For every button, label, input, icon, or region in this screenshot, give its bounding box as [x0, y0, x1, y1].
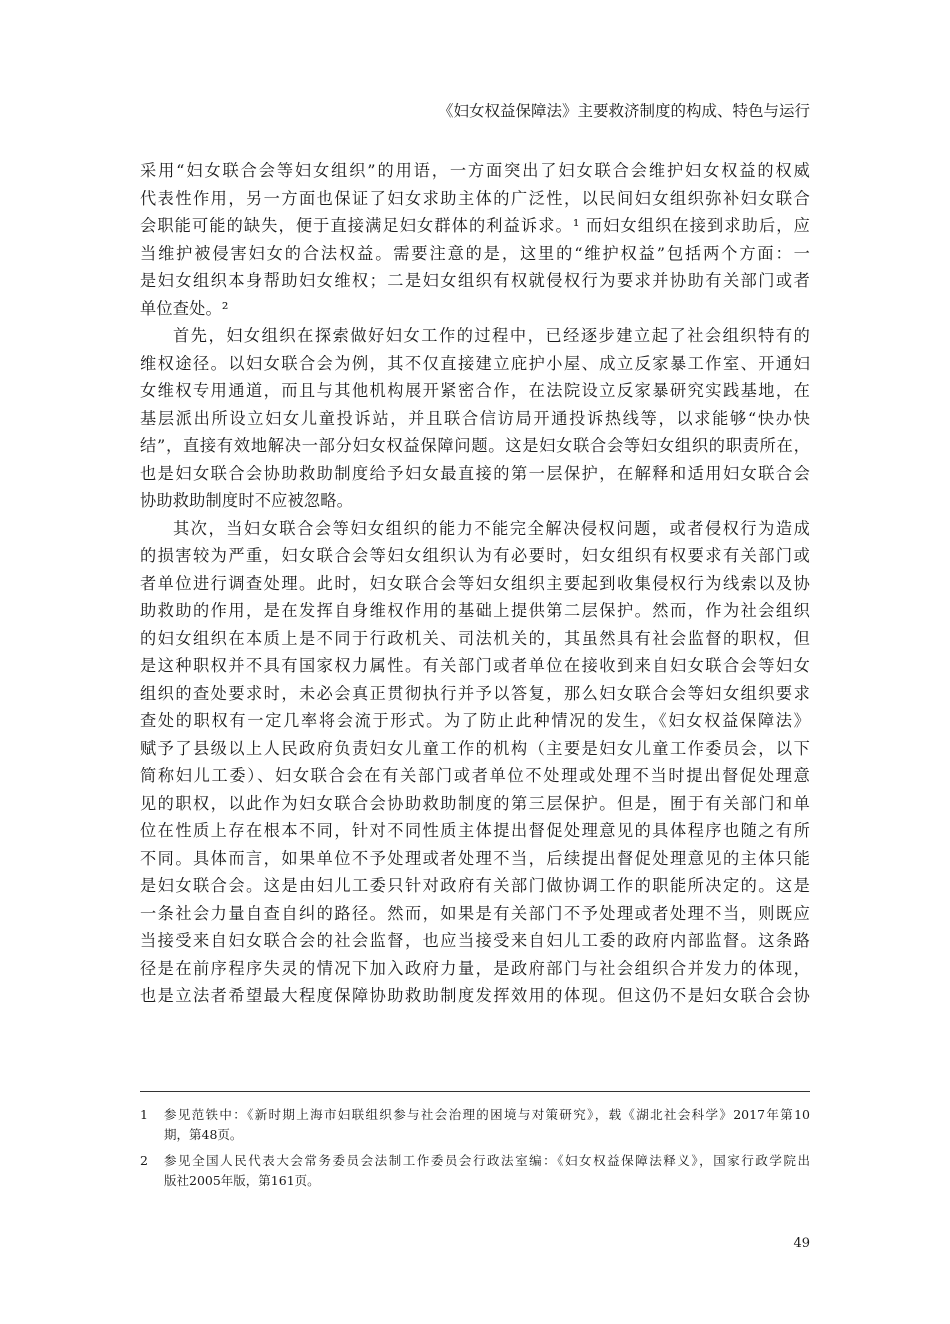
paragraph-line: 径是在前序程序失灵的情况下加入政府力量，是政府部门与社会组织合并发力的体现， — [140, 958, 810, 978]
running-header: 《妇女权益保障法》主要救济制度的构成、特色与运行 — [437, 102, 810, 120]
footnote-number: 2 — [140, 1153, 148, 1168]
footnote-text — [140, 1151, 810, 1191]
paragraph-line: 结”，直接有效地解决一部分妇女权益保障问题。这是妇女联合会等妇女组织的职责所在， — [140, 436, 810, 455]
footnote-line: 版社2005年版，第161页。 — [164, 1173, 320, 1188]
footnote-text — [140, 1105, 810, 1145]
paragraph-line: 赋予了县级以上人民政府负责妇女儿童工作的机构（主要是妇女儿童工作委员会，以下 — [140, 738, 810, 758]
paragraph-line: 也是立法者希望最大程度保障协助救助制度发挥效用的体现。但这仍不是妇女联合会协 — [140, 986, 810, 1005]
paragraph-line: 的损害较为严重，妇女联合会等妇女组织认为有必要时，妇女组织有权要求有关部门或 — [140, 546, 810, 565]
paragraph-line: 采用“妇女联合会等妇女组织”的用语，一方面突出了妇女联合会维护妇女权益的权威 — [140, 161, 810, 180]
paragraph-line: 的妇女组织在本质上是不同于行政机关、司法机关的，其虽然具有社会监督的职权，但 — [140, 628, 810, 648]
footnote-line: 参见全国人民代表大会常务委员会法制工作委员会行政法室编：《妇女权益保障法释义》，国家行政学院出 — [164, 1153, 810, 1168]
paragraph-line: 者单位进行调查处理。此时，妇女联合会等妇女组织主要起到收集侵权行为线索以及协 — [140, 573, 810, 593]
paragraph-line: 也是妇女联合会协助救助制度给予妇女最直接的第一层保护，在解释和适用妇女联合会 — [140, 463, 810, 483]
paragraph-line: 其次，当妇女联合会等妇女组织的能力不能完全解决侵权问题，或者侵权行为造成 — [173, 518, 810, 538]
body-text — [140, 157, 810, 1010]
paragraph-line: 维权途径。以妇女联合会为例，其不仅直接建立庇护小屋、成立反家暴工作室、开通妇 — [140, 353, 810, 373]
footnote-2 — [140, 1151, 810, 1191]
paragraph-line: 位在性质上存在根本不同，针对不同性质主体提出督促处理意见的具体程序也随之有所 — [140, 821, 810, 840]
paragraph-line: 代表性作用，另一方面也保证了妇女求助主体的广泛性，以民间妇女组织弥补妇女联合 — [140, 188, 810, 208]
paragraph-3 — [140, 515, 810, 1010]
footnote-number: 1 — [140, 1107, 148, 1122]
paragraph-line: 不同。具体而言，如果单位不予处理或者处理不当，后续提出督促处理意见的主体只能 — [140, 848, 810, 868]
paragraph-line: 基层派出所设立妇女儿童投诉站，并且联合信访局开通投诉热线等，以求能够“快办快 — [140, 408, 810, 428]
paragraph-line: 协助救助制度时不应被忽略。 — [140, 491, 354, 510]
paragraph-line: 单位查处。² — [140, 298, 229, 318]
footnote-divider — [140, 1091, 810, 1092]
paragraph-line: 一条社会力量自查自纠的路径。然而，如果是有关部门不予处理或者处理不当，则既应 — [140, 903, 810, 923]
paragraph-line: 查处的职权有一定几率将会流于形式。为了防止此种情况的发生，《妇女权益保障法》 — [140, 711, 810, 730]
paragraph-1 — [140, 157, 810, 322]
paragraph-line: 是妇女组织本身帮助妇女维权；二是妇女组织有权就侵权行为要求并协助有关部门或者 — [140, 271, 810, 290]
paragraph-line: 助救助的作用，是在发挥自身维权作用的基础上提供第二层保护。然而，作为社会组织 — [140, 601, 810, 620]
paragraph-line: 首先，妇女组织在探索做好妇女工作的过程中，已经逐步建立起了社会组织特有的 — [173, 326, 810, 345]
paragraph-line: 会职能可能的缺失，便于直接满足妇女群体的利益诉求。¹ 而妇女组织在接到求助后，应 — [140, 216, 810, 235]
footnote-line: 期，第48页。 — [164, 1127, 243, 1142]
paragraph-line: 是这种职权并不具有国家权力属性。有关部门或者单位在接收到来自妇女联合会等妇女 — [140, 656, 810, 675]
paragraph-line: 见的职权，以此作为妇女联合会协助救助制度的第三层保护。但是，囿于有关部门和单 — [140, 793, 810, 813]
footnote-1 — [140, 1105, 810, 1145]
paragraph-2 — [140, 322, 810, 515]
paragraph-line: 当接受来自妇女联合会的社会监督，也应当接受来自妇儿工委的政府内部监督。这条路 — [140, 931, 810, 950]
paragraph-line: 组织的查处要求时，未必会真正贯彻执行并予以答复，那么妇女联合会等妇女组织要求 — [140, 683, 810, 703]
paragraph-line: 是妇女联合会。这是由妇儿工委只针对政府有关部门做协调工作的职能所决定的。这是 — [140, 876, 810, 895]
paragraph-line: 女维权专用通道，而且与其他机构展开紧密合作，在法院设立反家暴研究实践基地，在 — [140, 381, 810, 400]
footnote-line: 参见范铁中：《新时期上海市妇联组织参与社会治理的困境与对策研究》，载《湖北社会科学》2017年第10 — [164, 1107, 810, 1122]
footnotes — [140, 1105, 810, 1197]
page-number: 49 — [793, 1236, 810, 1251]
paragraph-line: 简称妇儿工委）、妇女联合会在有关部门或者单位不处理或处理不当时提出督促处理意 — [140, 766, 810, 785]
paragraph-line: 当维护被侵害妇女的合法权益。需要注意的是，这里的“维护权益”包括两个方面：一 — [140, 243, 810, 263]
